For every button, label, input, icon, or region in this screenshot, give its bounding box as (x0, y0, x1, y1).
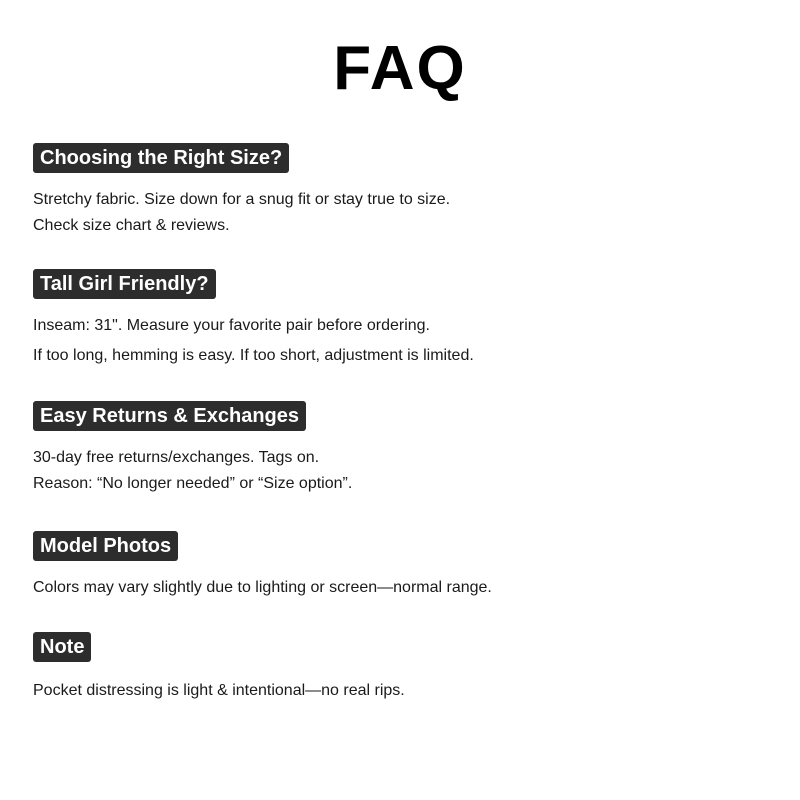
faq-answer-line: 30-day free returns/exchanges. Tags on. (33, 449, 320, 466)
faq-heading-tall: Tall Girl Friendly? (33, 269, 216, 299)
faq-section-tall (33, 269, 474, 371)
faq-section-returns (33, 401, 352, 497)
faq-answer-line: Reason: “No longer needed” or “Size option”. (33, 475, 353, 492)
faq-section-size (33, 143, 450, 239)
faq-answer-line: Inseam: 31". Measure your favorite pair before ordering. (33, 317, 430, 334)
faq-answer-size (33, 187, 450, 239)
faq-heading-note: Note (33, 632, 91, 662)
faq-answer-line: Pocket distressing is light & intentional—no real rips. (33, 682, 405, 699)
faq-heading-size: Choosing the Right Size? (33, 143, 289, 173)
faq-answer-line: If too long, hemming is easy. If too short, adjustment is limited. (33, 347, 474, 364)
faq-section-note (33, 632, 405, 704)
faq-answer-photos (33, 575, 492, 601)
faq-answer-line: Colors may vary slightly due to lighting or screen—normal range. (33, 579, 492, 596)
page-title: FAQ (333, 34, 467, 103)
faq-section-photos (33, 531, 492, 601)
faq-answer-tall (33, 311, 474, 371)
faq-heading-photos: Model Photos (33, 531, 178, 561)
faq-heading-returns: Easy Returns & Exchanges (33, 401, 306, 431)
faq-answer-returns (33, 445, 352, 497)
faq-answer-note (33, 678, 405, 704)
faq-answer-line: Check size chart & reviews. (33, 217, 230, 234)
faq-answer-line: Stretchy fabric. Size down for a snug fit or stay true to size. (33, 191, 451, 208)
